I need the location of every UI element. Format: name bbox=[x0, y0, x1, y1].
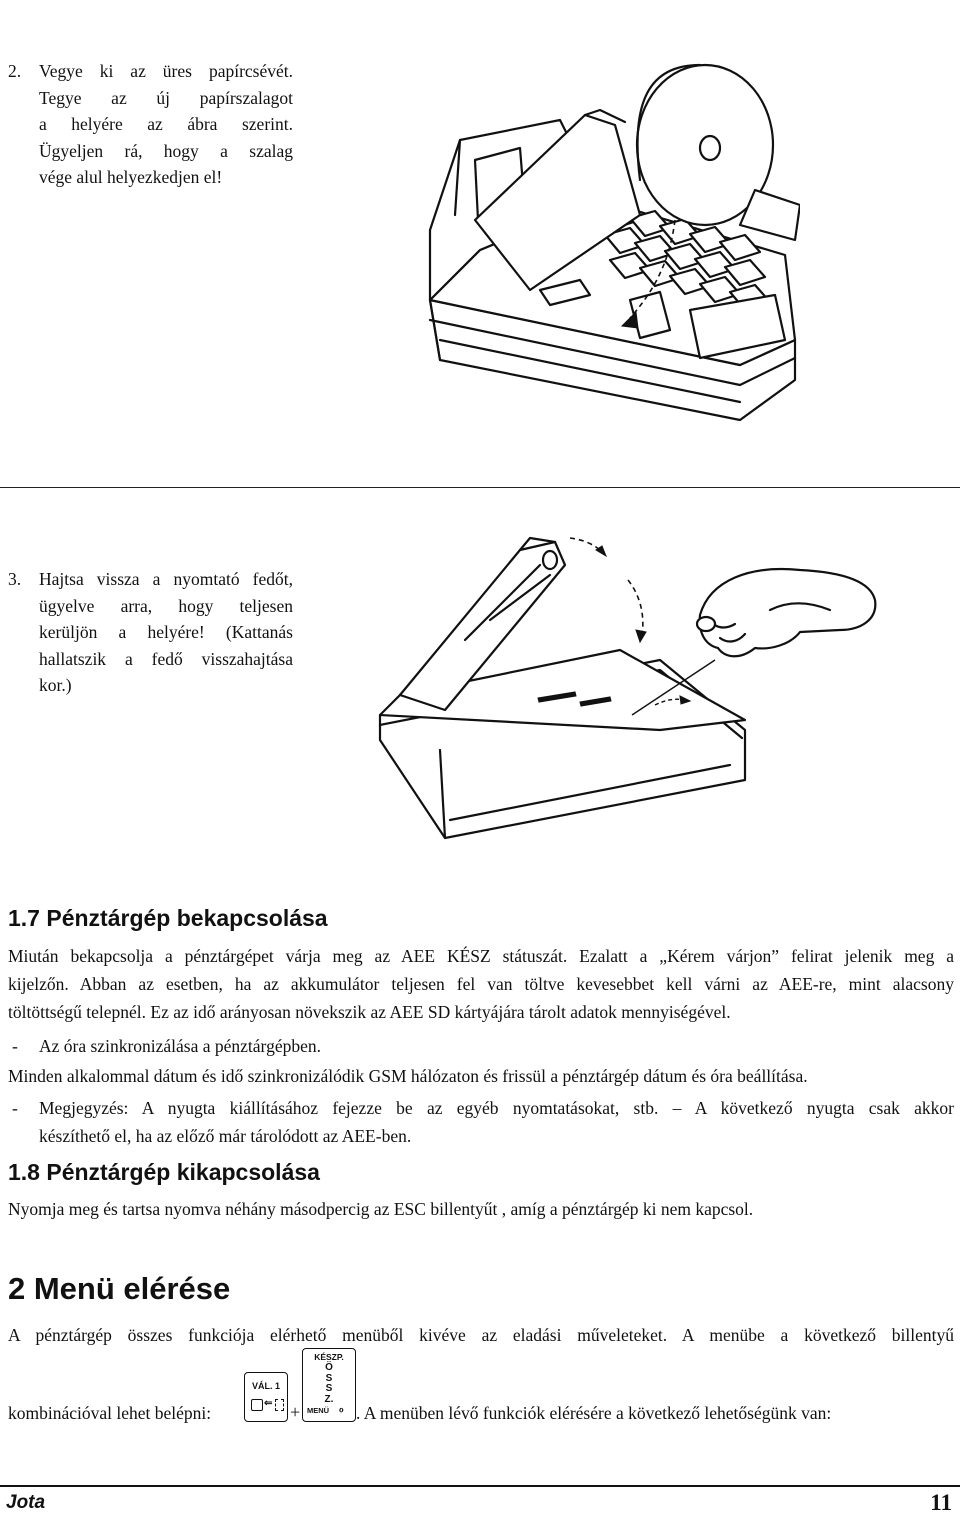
page-number: 11 bbox=[930, 1490, 952, 1515]
key-bottom-label: MENÜ bbox=[307, 1406, 330, 1415]
key-middle-letter: S bbox=[325, 1383, 333, 1394]
chapter-heading: 2 Menü elérése bbox=[8, 1271, 231, 1306]
bullet-item bbox=[8, 1032, 954, 1060]
paragraph bbox=[8, 1062, 954, 1090]
key-combination-text-before: kombinációval lehet belépni: bbox=[8, 1403, 212, 1423]
drawer-icon bbox=[251, 1399, 263, 1411]
step-line: vége alul helyezkedjen el! bbox=[39, 167, 223, 187]
paragraph bbox=[8, 942, 954, 1026]
closing-cover-illustration bbox=[370, 520, 890, 845]
arrow-left-icon: ⇐ bbox=[264, 1398, 273, 1409]
wrench-icon: ℴ bbox=[339, 1404, 344, 1415]
val1-key-icon bbox=[244, 1372, 288, 1422]
bullet-text: készíthető el, ha az előző már tárolódott az AEE-ben. bbox=[39, 1126, 412, 1146]
step-number: 2. bbox=[8, 61, 22, 81]
key-middle-letter: Z. bbox=[324, 1393, 334, 1405]
paragraph-line: Miután bekapcsolja a pénztárgépet várja meg az AEE KÉSZ státuszát. Ezalatt a „Kérem várjon” felirat jelenik meg a bbox=[8, 946, 954, 966]
step-line: hallatszik a fedő visszahajtása bbox=[39, 648, 293, 669]
plus-sign: + bbox=[290, 1402, 301, 1422]
key-middle-letter: S bbox=[325, 1372, 333, 1384]
paragraph-line: töltöttségű telepnél. Ez az idő arányosan növekszik az AEE SD kártyájára tárolt adatok mennyiségével. bbox=[8, 1002, 731, 1022]
keszp-ossz-menu-key-icon bbox=[302, 1348, 356, 1422]
paragraph-line: A pénztárgép összes funkciója elérhető menüből kivéve az eladási műveleteket. A menübe a következő billentyű bbox=[8, 1325, 954, 1345]
footer-rule bbox=[0, 1485, 960, 1487]
divider bbox=[0, 487, 960, 488]
step-line: Ügyeljen rá, hogy a szalag bbox=[39, 140, 293, 161]
bullet-text: Megjegyzés: A nyugta kiállításához fejezze be az egyéb nyomtatásokat, stb. – A következő nyugta csak akkor bbox=[39, 1098, 954, 1118]
paragraph bbox=[8, 1195, 954, 1223]
footer-logo: Jota bbox=[6, 1492, 46, 1513]
key-combination-text-after: . A menüben lévő funkciók elérésére a következő lehetőségünk van: bbox=[356, 1403, 832, 1423]
section-heading: 1.7 Pénztárgép bekapcsolása bbox=[8, 905, 328, 931]
step-line: Hajtsa vissza a nyomtató fedőt, bbox=[39, 569, 293, 589]
dashed-box-icon bbox=[275, 1399, 284, 1411]
key-label: VÁL. 1 bbox=[251, 1381, 280, 1391]
step-3 bbox=[8, 566, 293, 699]
step-line: kerüljön a helyére! (Kattanás bbox=[39, 622, 293, 642]
step-line: ügyelve arra, hogy teljesen bbox=[39, 595, 293, 616]
key-top-label: KÉSZP. bbox=[314, 1352, 344, 1362]
bullet-text: Az óra szinkronizálása a pénztárgépben. bbox=[39, 1036, 321, 1056]
step-number: 3. bbox=[8, 569, 22, 589]
key-middle-letter: Ö bbox=[325, 1362, 333, 1373]
paragraph bbox=[8, 1321, 954, 1349]
bullet-dash: - bbox=[12, 1036, 18, 1056]
step-line: a helyére az ábra szerint. bbox=[39, 114, 293, 134]
paragraph-line: Nyomja meg és tartsa nyomva néhány másodpercig az ESC billentyűt , amíg a pénztárgép ki nem kapcsol. bbox=[8, 1199, 754, 1219]
paragraph-line: Minden alkalommal dátum és idő szinkronizálódik GSM hálózaton és frissül a pénztárgép dátum és óra beállítása. bbox=[8, 1066, 808, 1086]
section-heading: 1.8 Pénztárgép kikapcsolása bbox=[8, 1159, 320, 1185]
bullet-item bbox=[8, 1094, 954, 1150]
step-2 bbox=[8, 58, 293, 191]
bullet-dash: - bbox=[12, 1098, 18, 1118]
step-line: Vegye ki az üres papírcsévét. bbox=[39, 61, 293, 81]
paragraph-line: kijelzőn. Abban az esetben, ha az akkumulátor teljesen fel van töltve kevesebbet kell várni az AEE-re, mint alacsony bbox=[8, 974, 954, 994]
paper-roll-illustration bbox=[400, 40, 800, 430]
step-line: kor.) bbox=[39, 675, 72, 695]
step-line: Tegye az új papírszalagot bbox=[39, 87, 293, 108]
